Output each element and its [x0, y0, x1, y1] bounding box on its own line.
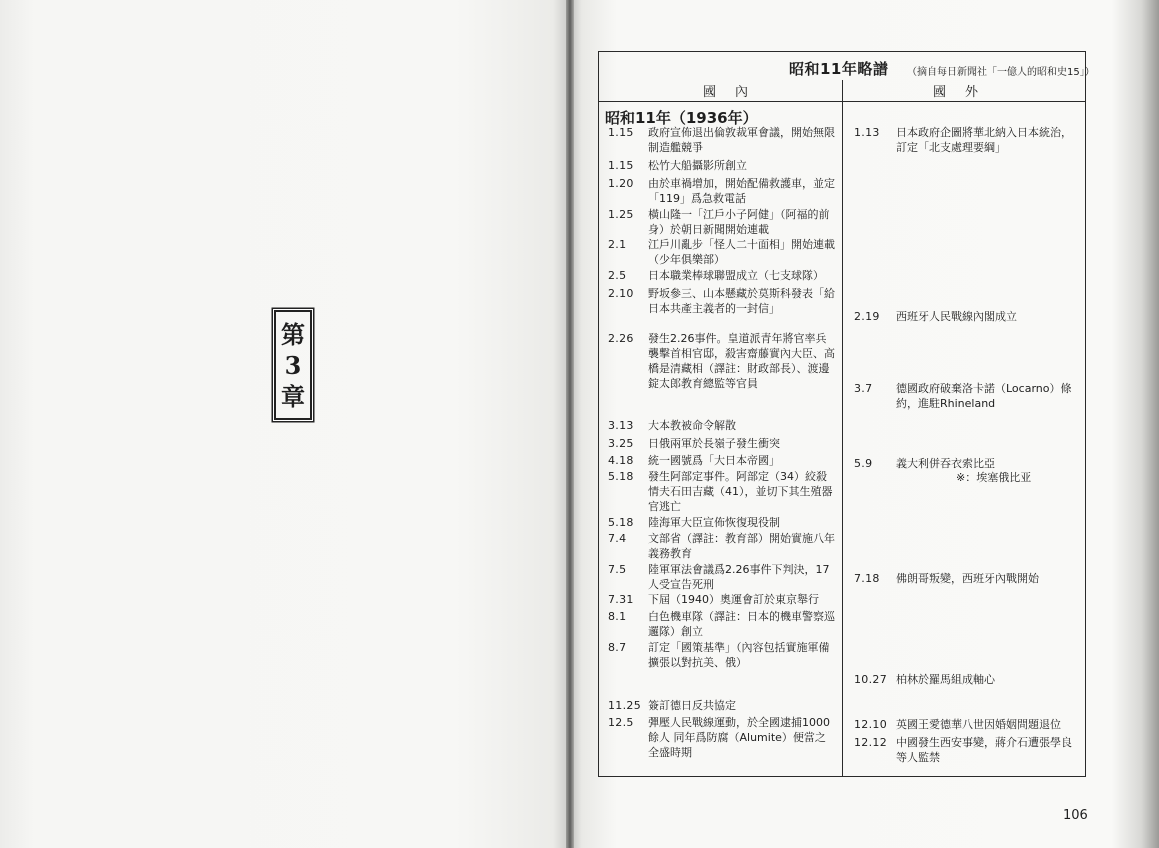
entry-date: 1.20 [608, 177, 634, 190]
entry-text: 下屆（1940）奧運會訂於東京舉行 [648, 593, 819, 606]
entry-text: 日本職業棒球聯盟成立（七支球隊） [648, 269, 824, 282]
entry-text: 彈壓人民戰線運動，於全國逮捕1000餘人 同年爲防腐（Alumite）便當之全盛時期 [648, 716, 830, 759]
entry-text: 發生2.26事件。皇道派青年將官率兵襲擊首相官邸，殺害齋藤實內大臣、高橋是清藏相（譯註：財政部長）、渡邊錠太郎教育總監等官員 [648, 332, 835, 390]
entry-text: 野坂參三、山本懸藏於莫斯科發表「給日本共產主義者的一封信」 [648, 287, 835, 315]
chronology-table [598, 51, 1095, 777]
entry-date: 7.31 [608, 593, 634, 606]
entry-text: 陸海軍大臣宣佈恢復現役制 [648, 516, 780, 529]
chapter-label [274, 310, 312, 420]
entry-date: 11.25 [608, 699, 641, 712]
entry-date: 1.15 [608, 159, 634, 172]
entry-date: 7.5 [608, 563, 627, 576]
book-spine [566, 0, 574, 848]
entry-date: 5.18 [608, 516, 634, 529]
chapter-number: 3 [284, 350, 302, 380]
entry-date: 2.19 [854, 310, 880, 323]
entry-date: 5.9 [854, 457, 873, 470]
entry-text: 佛朗哥叛變，西班牙內戰開始 [896, 572, 1039, 585]
entry-date: 7.4 [608, 532, 627, 545]
year-heading: 昭和11年（1936年） [605, 109, 758, 127]
column-header-domestic: 國 內 [703, 85, 752, 100]
entry-text: 統一國號爲「大日本帝國」 [648, 454, 780, 467]
entry-date: 12.10 [854, 718, 887, 731]
entry-date: 1.15 [608, 126, 634, 139]
entry-date: 1.13 [854, 126, 880, 139]
entry-date: 3.25 [608, 437, 634, 450]
chapter-char: 章 [281, 381, 305, 411]
entry-text: 中國發生西安事變，蔣介石遭張學良等人監禁 [896, 736, 1072, 764]
entry-text: 義大利併吞衣索比亞 [896, 457, 995, 470]
entry-date: 7.18 [854, 572, 880, 585]
entry-text: 陸軍軍法會議爲2.26事件下判決，17人受宣告死刑 [648, 563, 830, 591]
table-title-row [599, 52, 1095, 80]
source-note: （摘自每日新聞社「一億人的昭和史15」） [907, 67, 1095, 78]
entry-date: 5.18 [608, 470, 634, 483]
entry-text: 簽訂德日反共協定 [648, 699, 736, 712]
column-header-foreign: 國 外 [933, 85, 982, 100]
entry-text: 柏林於羅馬組成軸心 [896, 673, 995, 686]
left-page [0, 0, 570, 848]
entry-date: 3.7 [854, 382, 873, 395]
entry-date: 4.18 [608, 454, 634, 467]
handwritten-annotation: ※：埃塞俄比亚 [956, 471, 1032, 484]
entry-date: 2.26 [608, 332, 634, 345]
entry-date: 8.7 [608, 641, 627, 654]
chapter-char: 第 [281, 319, 305, 349]
entry-text: 江戶川亂步「怪人二十面相」開始連載（少年俱樂部） [648, 238, 835, 266]
entry-date: 3.13 [608, 419, 634, 432]
entry-date: 1.25 [608, 208, 634, 221]
entry-date: 2.5 [608, 269, 627, 282]
entry-date: 12.5 [608, 716, 634, 729]
entry-text: 日本政府企圖將華北納入日本統治，訂定「北支處理要綱」 [896, 126, 1072, 154]
entry-date: 2.1 [608, 238, 627, 251]
entry-text: 日俄兩軍於長嶺子發生衝突 [648, 437, 780, 450]
entry-text: 白色機車隊（譯註：日本的機車警察巡邏隊）創立 [648, 610, 835, 638]
entry-text: 由於車禍增加，開始配備救護車，並定「119」爲急救電話 [648, 177, 835, 205]
entry-date: 8.1 [608, 610, 627, 623]
entry-text: 文部省（譯註：教育部）開始實施八年義務教育 [648, 532, 835, 560]
entry-text: 政府宣佈退出倫敦裁軍會議，開始無限制造艦競爭 [648, 126, 835, 154]
entry-text: 西班牙人民戰線內閣成立 [896, 310, 1017, 323]
entry-text: 松竹大船攝影所創立 [648, 159, 747, 172]
entry-date: 12.12 [854, 736, 887, 749]
entry-text: 英國王愛德華八世因婚姻問題退位 [896, 718, 1061, 731]
entry-text: 發生阿部定事件。阿部定（34）絞殺情夫石田吉藏（41），並切下其生殖器官逃亡 [648, 470, 833, 513]
table-title: 昭和11年略譜 [789, 60, 889, 78]
entry-text: 橫山隆一「江戶小子阿健」（阿福的前身）於朝日新聞開始連載 [648, 208, 830, 236]
entry-text: 德國政府破棄洛卡諾（Locarno）條約，進駐Rhineland [896, 382, 1072, 410]
column-divider [842, 80, 843, 776]
entry-text: 大本教被命令解散 [648, 419, 736, 432]
entry-date: 10.27 [854, 673, 887, 686]
entry-date: 2.10 [608, 287, 634, 300]
page-number: 106 [1063, 808, 1088, 823]
entry-text: 訂定「國策基準」（內容包括實施軍備擴張以對抗美、俄） [648, 641, 830, 669]
